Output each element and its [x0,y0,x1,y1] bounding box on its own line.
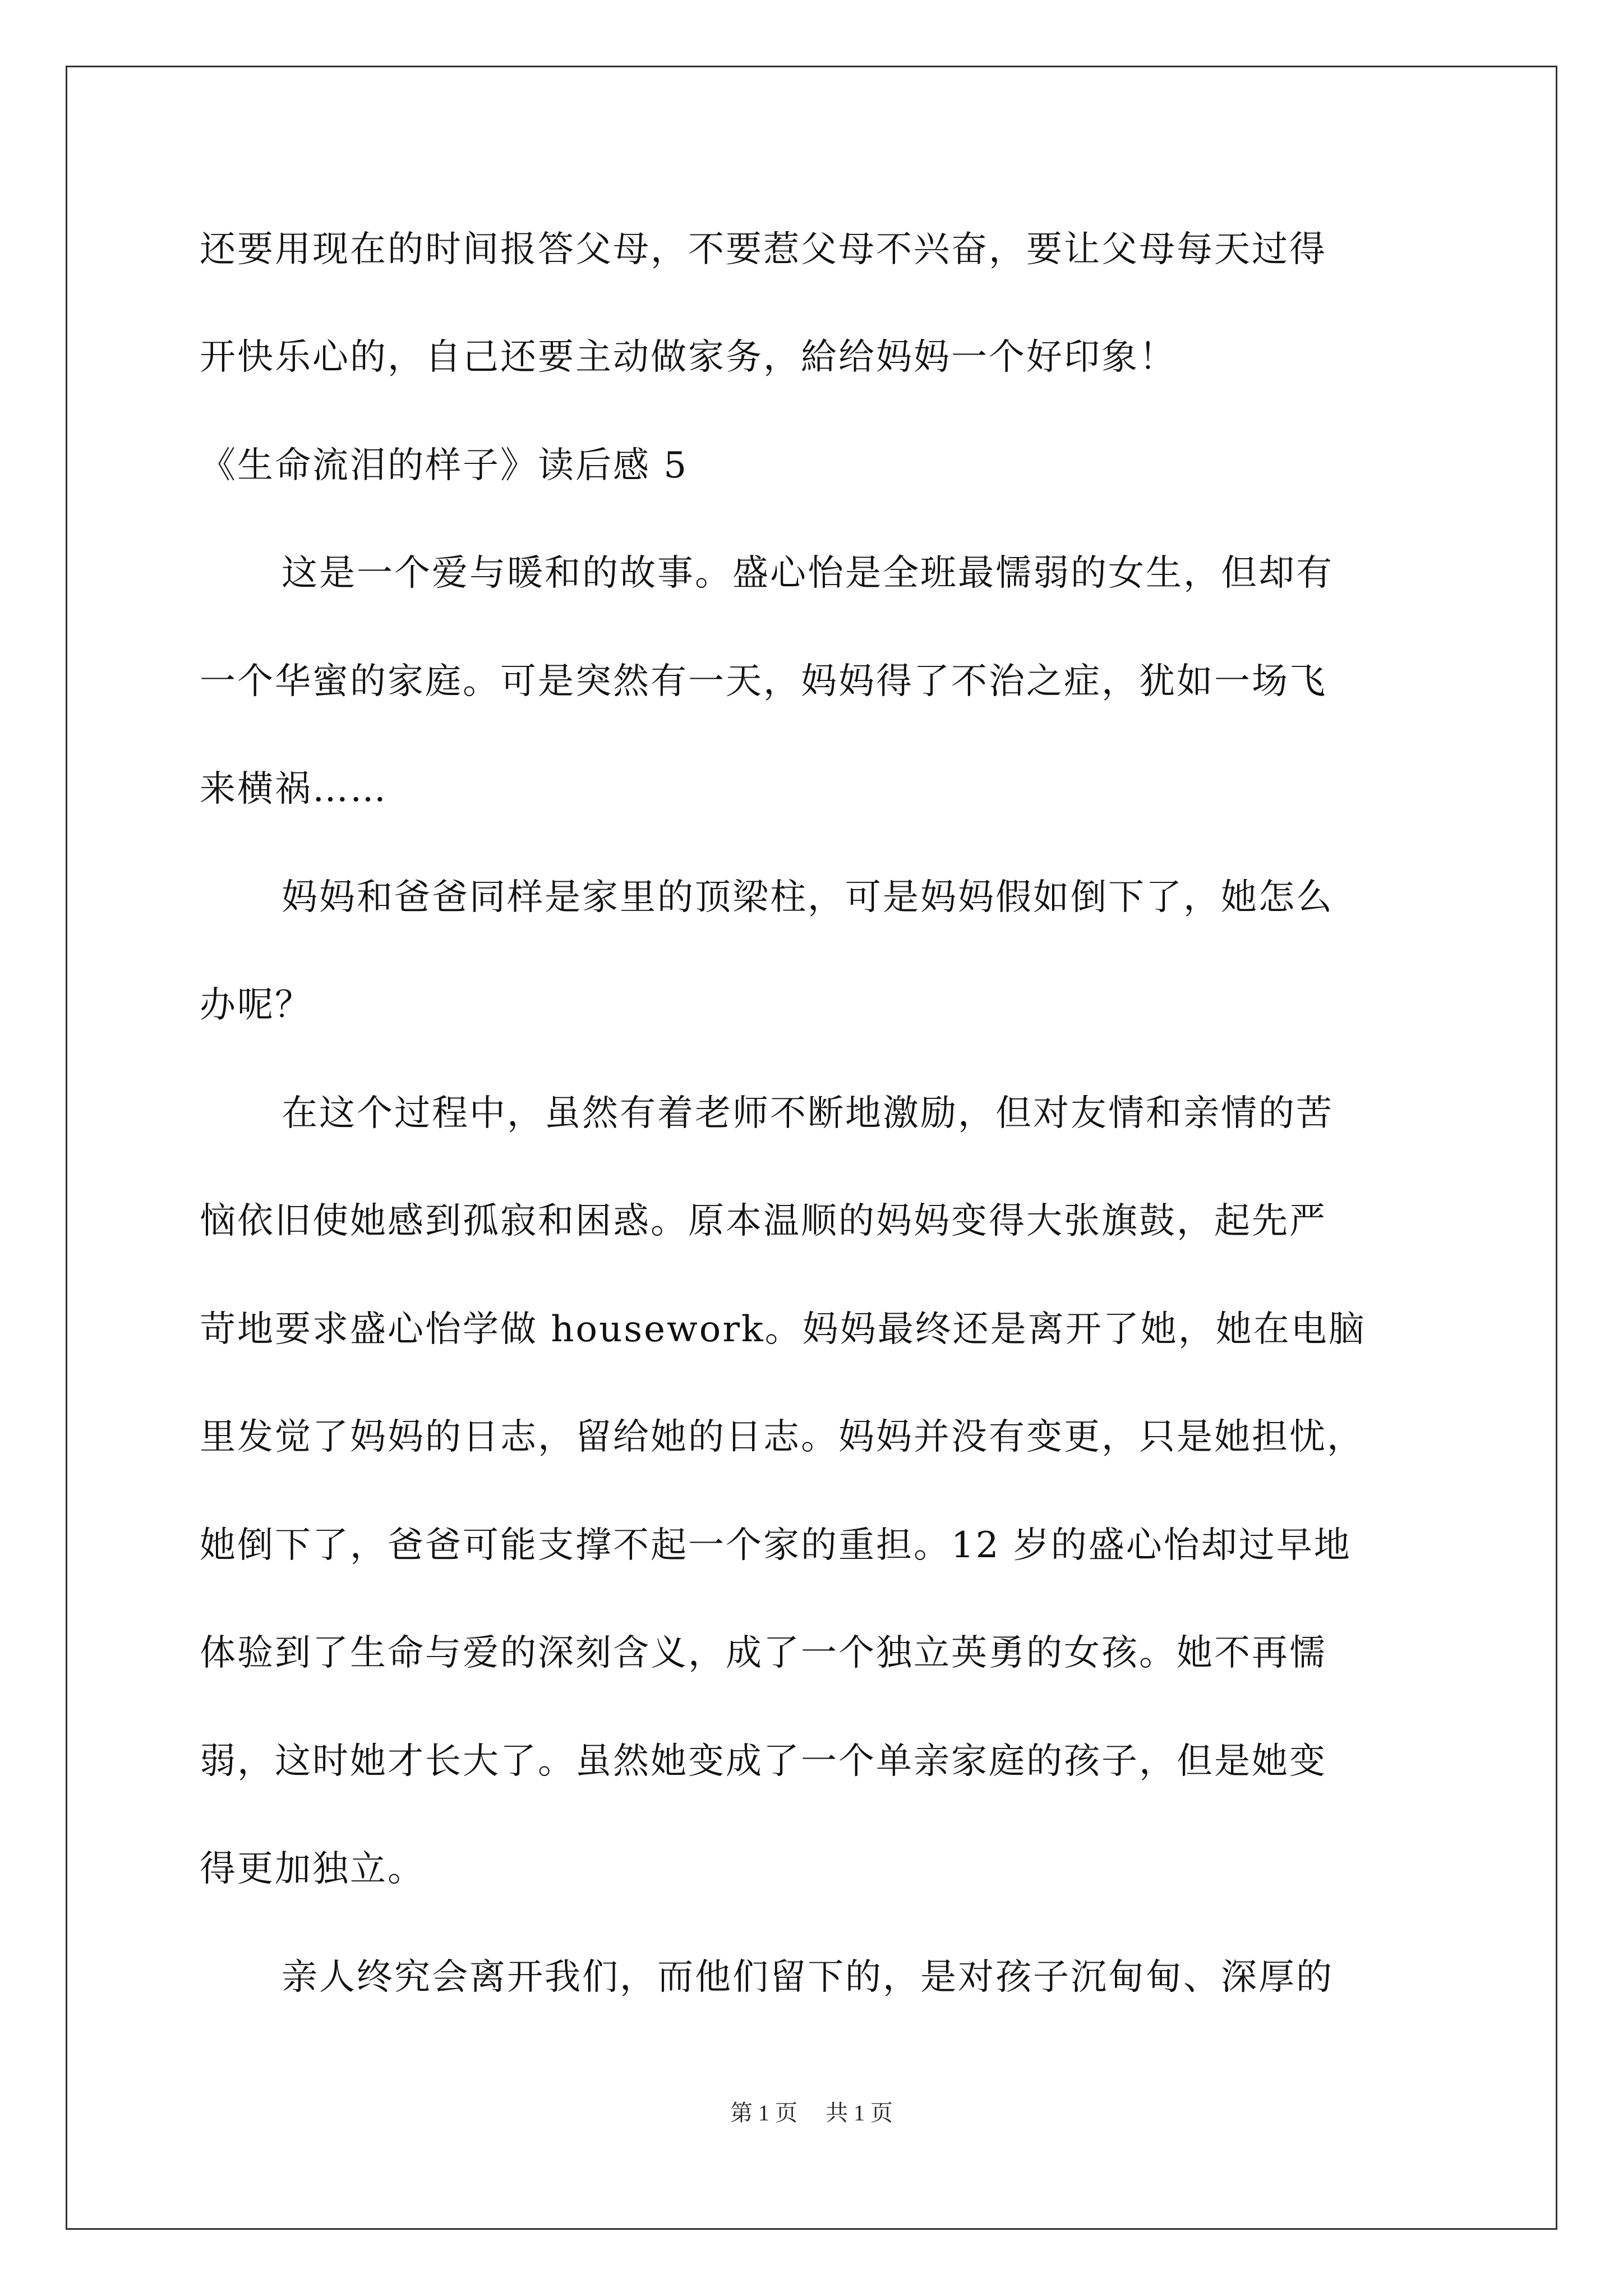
paragraph-3-line-1: 在这个过程中，虽然有着老师不断地激励，但对友情和亲情的苦 [282,1093,1334,1134]
paragraph-3-line-3: 苛地要求盛心怡学做 housework。妈妈最终还是离开了她，她在电脑 [200,1309,1366,1350]
body-line-1: 还要用现在的时间报答父母，不要惹父母不兴奋，要让父母每天过得 [200,229,1327,270]
body-line-2: 开快乐心的，自己还要主动做家务，給给妈妈一个好印象！ [200,337,1177,378]
paragraph-1-line-3: 来横祸…… [200,769,388,810]
page-number-current: 第 1 页 [730,2100,797,2125]
paragraph-4-line-1: 亲人终究会离开我们，而他们留下的，是对孩子沉甸甸、深厚的 [282,1957,1334,1998]
paragraph-1-line-2: 一个华蜜的家庭。可是突然有一天，妈妈得了不治之症，犹如一场飞 [200,661,1327,702]
page-footer [0,2099,1623,2127]
paragraph-3-line-6: 体验到了生命与爱的深刻含义，成了一个独立英勇的女孩。她不再懦 [200,1632,1327,1674]
paragraph-1-line-1: 这是一个爱与暖和的故事。盛心怡是全班最懦弱的女生，但却有 [282,553,1334,594]
paragraph-3-line-8: 得更加独立。 [200,1848,425,1890]
paragraph-3-line-4: 里发觉了妈妈的日志，留给她的日志。妈妈并没有变更，只是她担忧， [200,1416,1364,1458]
paragraph-2-line-2: 办呢？ [200,984,312,1026]
page-number-total: 共 1 页 [826,2100,893,2125]
paragraph-3-line-7: 弱，这时她才长大了。虽然她变成了一个单亲家庭的孩子，但是她变 [200,1741,1327,1782]
page-border [66,66,1557,2230]
paragraph-3-line-2: 恼依旧使她感到孤寂和困惑。原本温顺的妈妈变得大张旗鼓，起先严 [200,1200,1327,1242]
paragraph-2-line-1: 妈妈和爸爸同样是家里的顶梁柱，可是妈妈假如倒下了，她怎么 [282,877,1334,918]
essay-title: 《生命流泪的样子》读后感 5 [200,445,689,486]
paragraph-3-line-5: 她倒下了，爸爸可能支撑不起一个家的重担。12 岁的盛心怡却过早地 [200,1525,1352,1566]
